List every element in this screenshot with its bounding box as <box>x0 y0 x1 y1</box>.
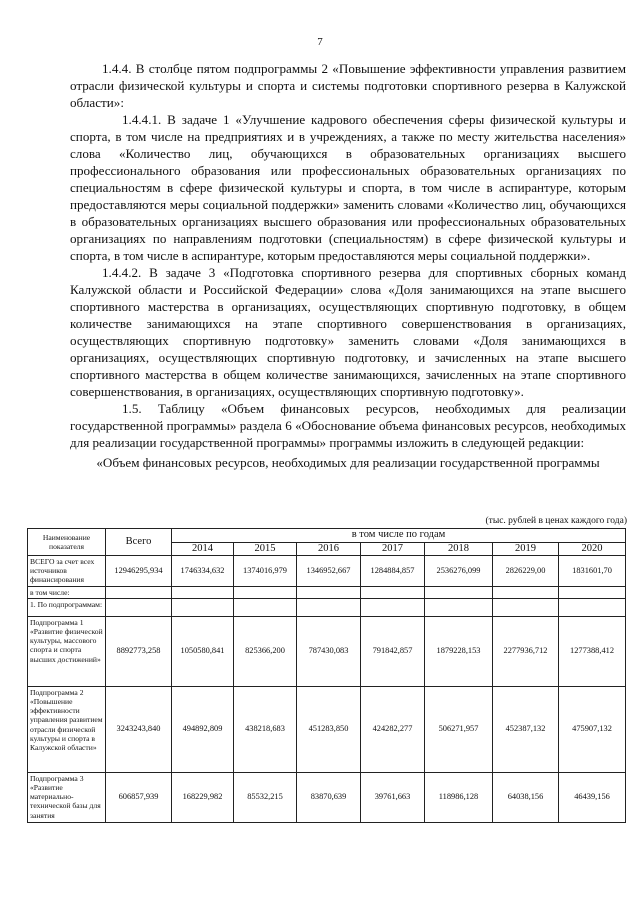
header-year: 2018 <box>425 542 493 556</box>
header-year: 2020 <box>559 542 626 556</box>
cell-value: 1346952,667 <box>297 556 361 587</box>
cell-value: 1284884,857 <box>361 556 425 587</box>
cell-value: 452387,132 <box>493 686 559 772</box>
cell-value: 787430,083 <box>297 616 361 686</box>
table-row-total <box>28 556 626 587</box>
cell-value: 1050580,841 <box>172 616 234 686</box>
paragraph-1-5: 1.5. Таблицу «Объем финансовых ресурсов, необходимых для реализации государственной программы» раздела 6 «Обоснование объема финансовых ресурсов, необходимых для реализации государственной программы» программы изложить в следующей редакции: <box>70 401 626 450</box>
cell-value: 1831601,70 <box>559 556 626 587</box>
header-year: 2016 <box>297 542 361 556</box>
paragraph-1-4-4-1: 1.4.4.1. В задаче 1 «Улучшение кадрового обеспечения сферы физической культуры и спорта, в том числе на предприятиях и в учреждениях, а также по месту жительства населения» слова «Количество лиц, обучающихся в образовательных организациях высшего профессионального образования или профессиональных образовательных организациях по специальностям в сфере физической культуры и спорта, в том числе в аспирантуре, которым предоставляются меры социальной поддержки» заменить словами «Количество лиц, обучающихся в образовательных организациях высшего образования или профессиональных образовательных организациях по направлениям подготовки (специальностям) в сфере физической культуры и спорта, в том числе в аспирантуре, которым предоставляются меры социальной поддержки». <box>70 112 626 263</box>
header-total: Всего <box>106 529 172 556</box>
cell-total: 12946295,934 <box>106 556 172 587</box>
page-number: 7 <box>317 36 323 48</box>
paragraph-1-4-4: 1.4.4. В столбце пятом подпрограммы 2 «Повышение эффективности управления развитием отрасли физической культуры и спорта и системы подготовки спортивного резерва в Калужской области»: <box>70 61 626 110</box>
finance-table-wrap <box>27 516 627 823</box>
cell-value: 46439,156 <box>559 772 626 822</box>
cell-value: 1374016,979 <box>234 556 297 587</box>
row-name: 1. По подпрограммам: <box>28 598 106 616</box>
cell-value: 1879228,153 <box>425 616 493 686</box>
cell-total: 3243243,840 <box>106 686 172 772</box>
cell-value: 506271,957 <box>425 686 493 772</box>
table-title: «Объем финансовых ресурсов, необходимых для реализации государственной программы <box>96 455 600 470</box>
table-row-by-subprograms <box>28 598 626 616</box>
cell-total: 606857,939 <box>106 772 172 822</box>
header-name: Наименование показателя <box>28 529 106 556</box>
row-name: ВСЕГО за счет всех источников финансирования <box>28 556 106 587</box>
cell-value: 424282,277 <box>361 686 425 772</box>
cell-value: 2826229,00 <box>493 556 559 587</box>
row-name: в том числе: <box>28 586 106 598</box>
cell-value: 85532,215 <box>234 772 297 822</box>
cell-value: 1277388,412 <box>559 616 626 686</box>
cell-value: 168229,982 <box>172 772 234 822</box>
cell-value: 2536276,099 <box>425 556 493 587</box>
cell-value: 83870,639 <box>297 772 361 822</box>
header-year: 2017 <box>361 542 425 556</box>
header-year: 2019 <box>493 542 559 556</box>
header-year: 2014 <box>172 542 234 556</box>
table-row-incl <box>28 586 626 598</box>
cell-value: 64038,156 <box>493 772 559 822</box>
cell-total: 8892773,258 <box>106 616 172 686</box>
cell-value: 825366,200 <box>234 616 297 686</box>
row-name: Подпрограмма 2 «Повышение эффективности управления развитием отрасли физической культуры и спорта в Калужской области» <box>28 686 106 772</box>
header-years-group: в том числе по годам <box>172 529 626 543</box>
cell-value: 475907,132 <box>559 686 626 772</box>
cell-value: 2277936,712 <box>493 616 559 686</box>
cell-value: 39761,663 <box>361 772 425 822</box>
cell-value: 791842,857 <box>361 616 425 686</box>
row-name: Подпрограмма 3 «Развитие материально-технической базы для занятия <box>28 772 106 822</box>
document-body <box>70 60 626 471</box>
table-row-subprogram-3 <box>28 772 626 822</box>
row-name: Подпрограмма 1 «Развитие физической культуры, массового спорта и спорта высших достижений» <box>28 616 106 686</box>
cell-value: 438218,683 <box>234 686 297 772</box>
table-row-subprogram-1 <box>28 616 626 686</box>
table-units: (тыс. рублей в ценах каждого года) <box>485 516 627 526</box>
paragraph-1-4-4-2: 1.4.4.2. В задаче 3 «Подготовка спортивного резерва для спортивных сборных команд Калужской области и Российской Федерации» слова «Доля занимающихся на этапе высшего спортивного мастерства в организациях, осуществляющих спортивную подготовку, в общем количестве занимающихся на этапе спортивного совершенствования в организациях, осуществляющих спортивную подготовку» заменить словами «Доля занимающихся в организациях, осуществляющих спортивную подготовку, и зачисленных на этапе высшего спортивного мастерства в общем количестве занимающихся, зачисленных на этапе спортивного совершенствования, в организациях, осуществляющих спортивную подготовку». <box>70 265 626 399</box>
cell-value: 451283,850 <box>297 686 361 772</box>
cell-value: 118986,128 <box>425 772 493 822</box>
table-row-subprogram-2 <box>28 686 626 772</box>
finance-table <box>27 528 626 823</box>
cell-value: 1746334,632 <box>172 556 234 587</box>
header-year: 2015 <box>234 542 297 556</box>
cell-value: 494892,809 <box>172 686 234 772</box>
